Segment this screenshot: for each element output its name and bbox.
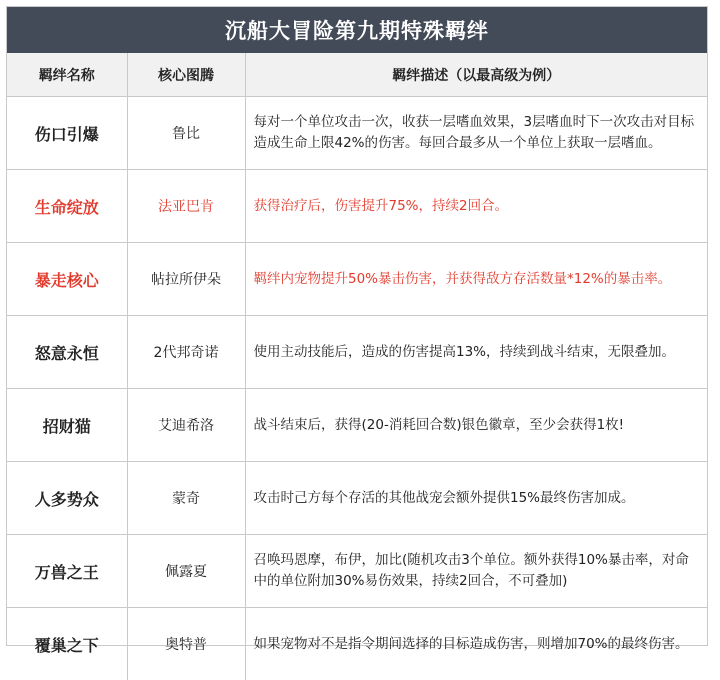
core-totem-cell: 鲁比 [127,97,245,170]
bond-name-cell: 人多势众 [7,462,127,535]
bond-table-container [6,6,708,646]
table-row [7,462,707,535]
bond-description-cell: 攻击时己方每个存活的其他战宠会额外提供15%最终伤害加成。 [245,462,707,535]
bond-description-cell: 每对一个单位攻击一次，收获一层嗜血效果，3层嗜血时下一次攻击对目标造成生命上限42%的伤害。每回合最多从一个单位上获取一层嗜血。 [245,97,707,170]
bond-name-cell: 暴走核心 [7,243,127,316]
bond-name-cell: 怒意永恒 [7,316,127,389]
bond-description-cell: 战斗结束后，获得(20-消耗回合数)银色徽章，至少会获得1枚! [245,389,707,462]
bond-name-cell: 生命绽放 [7,170,127,243]
bond-name-cell: 覆巢之下 [7,608,127,680]
table-row [7,389,707,462]
core-totem-cell: 2代邦奇诺 [127,316,245,389]
bond-name-cell: 招财猫 [7,389,127,462]
bond-description-cell: 获得治疗后，伤害提升75%，持续2回合。 [245,170,707,243]
table-row [7,608,707,680]
table-row [7,170,707,243]
header-bond-description: 羁绊描述（以最高级为例） [245,53,707,97]
table-row [7,535,707,608]
core-totem-cell: 艾迪希洛 [127,389,245,462]
header-bond-name: 羁绊名称 [7,53,127,97]
bond-description-cell: 使用主动技能后，造成的伤害提高13%，持续到战斗结束，无限叠加。 [245,316,707,389]
core-totem-cell: 帖拉所伊朵 [127,243,245,316]
bond-description-cell: 羁绊内宠物提升50%暴击伤害，并获得敌方存活数量*12%的暴击率。 [245,243,707,316]
table-row [7,316,707,389]
core-totem-cell: 法亚巴肯 [127,170,245,243]
bond-name-cell: 伤口引爆 [7,97,127,170]
bond-table [7,53,707,680]
core-totem-cell: 佩露夏 [127,535,245,608]
bond-description-cell: 如果宠物对不是指令期间选择的目标造成伤害，则增加70%的最终伤害。 [245,608,707,680]
core-totem-cell: 蒙奇 [127,462,245,535]
table-header-row [7,53,707,97]
core-totem-cell: 奥特普 [127,608,245,680]
table-row [7,243,707,316]
table-title: 沉船大冒险第九期特殊羁绊 [7,7,707,53]
bond-description-cell: 召唤玛恩摩，布伊，加比(随机攻击3个单位。额外获得10%暴击率，对命中的单位附加30%易伤效果，持续2回合，不可叠加) [245,535,707,608]
header-core-totem: 核心图腾 [127,53,245,97]
table-row [7,97,707,170]
bond-name-cell: 万兽之王 [7,535,127,608]
